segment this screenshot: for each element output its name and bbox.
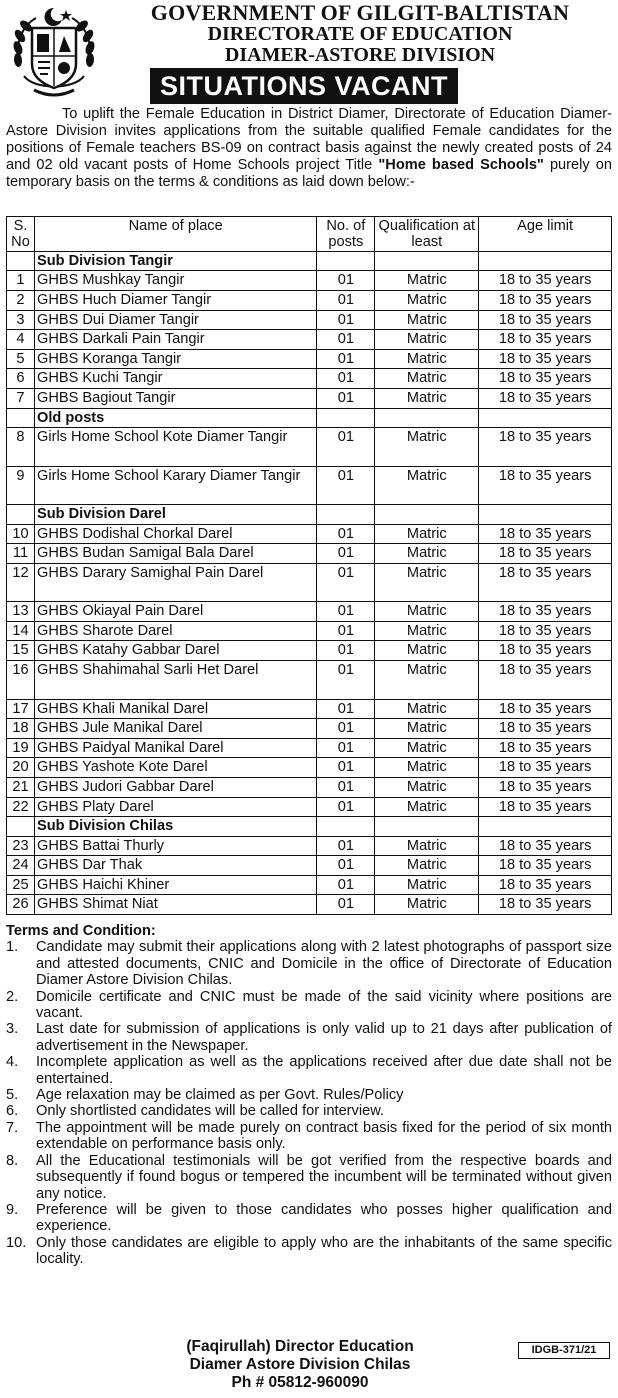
age-limit-cell: 18 to 35 years: [479, 797, 612, 817]
terms-list: [6, 939, 612, 1267]
qualification-cell: Matric: [375, 349, 479, 369]
section-empty-cell: [479, 408, 612, 427]
section-row: [7, 817, 612, 836]
term-item: [6, 1120, 612, 1153]
table-row: [7, 758, 612, 778]
table-row: [7, 797, 612, 817]
sno-cell: 21: [7, 778, 35, 798]
qualification-cell: Matric: [375, 369, 479, 389]
term-number: 2.: [6, 988, 19, 1005]
sno-cell: 22: [7, 797, 35, 817]
qualification-cell: Matric: [375, 602, 479, 622]
place-name-cell: GHBS Darary Samighal Pain Darel: [34, 563, 316, 602]
sno-cell: 2: [7, 290, 35, 310]
table-row: [7, 310, 612, 330]
posts-cell: 01: [317, 330, 375, 350]
section-empty-cell: [375, 252, 479, 271]
qualification-cell: Matric: [375, 563, 479, 602]
office-name: Diamer Astore Division Chilas: [189, 1356, 411, 1373]
age-limit-cell: 18 to 35 years: [479, 466, 612, 505]
section-empty-cell: [317, 817, 375, 836]
age-limit-cell: 18 to 35 years: [479, 641, 612, 661]
section-sno-cell: [7, 505, 35, 524]
place-name-cell: GHBS Shahimahal Sarli Het Darel: [34, 661, 316, 700]
term-item: [6, 989, 612, 1022]
age-limit-cell: 18 to 35 years: [479, 563, 612, 602]
place-name-cell: GHBS Dui Diamer Tangir: [34, 310, 316, 330]
section-row: [7, 505, 612, 524]
table-row: [7, 271, 612, 291]
section-empty-cell: [479, 817, 612, 836]
sno-cell: 9: [7, 466, 35, 505]
posts-cell: 01: [317, 836, 375, 856]
posts-cell: 01: [317, 661, 375, 700]
term-item: [6, 1087, 612, 1103]
qualification-cell: Matric: [375, 466, 479, 505]
sno-cell: 13: [7, 602, 35, 622]
term-item: [6, 1235, 612, 1268]
place-name-cell: GHBS Koranga Tangir: [34, 349, 316, 369]
sno-cell: 1: [7, 271, 35, 291]
place-name-cell: GHBS Jule Manikal Darel: [34, 719, 316, 739]
qualification-cell: Matric: [375, 641, 479, 661]
table-row: [7, 349, 612, 369]
age-limit-cell: 18 to 35 years: [479, 758, 612, 778]
table-row: [7, 738, 612, 758]
qualification-cell: Matric: [375, 661, 479, 700]
table-row: [7, 895, 612, 915]
qualification-cell: Matric: [375, 895, 479, 915]
age-limit-cell: 18 to 35 years: [479, 427, 612, 466]
age-limit-cell: 18 to 35 years: [479, 719, 612, 739]
table-row: [7, 427, 612, 466]
qualification-cell: Matric: [375, 699, 479, 719]
header-posts: No. of posts: [317, 217, 375, 252]
sno-cell: 26: [7, 895, 35, 915]
table-row: [7, 836, 612, 856]
sno-cell: 3: [7, 310, 35, 330]
place-name-cell: GHBS Sharote Darel: [34, 621, 316, 641]
term-text: Preference will be given to those candidates who posses higher qualification and experience.: [36, 1201, 612, 1235]
sno-cell: 6: [7, 369, 35, 389]
age-limit-cell: 18 to 35 years: [479, 369, 612, 389]
signature-block: [120, 1338, 480, 1392]
posts-cell: 01: [317, 466, 375, 505]
qualification-cell: Matric: [375, 290, 479, 310]
posts-cell: 01: [317, 544, 375, 564]
vacancy-table: [6, 216, 612, 915]
place-name-cell: GHBS Dar Thak: [34, 856, 316, 876]
header-sno: S. No: [7, 217, 35, 252]
place-name-cell: GHBS Katahy Gabbar Darel: [34, 641, 316, 661]
term-text: Domicile certificate and CNIC must be made of the said vicinity where positions are vacant.: [36, 988, 612, 1022]
place-name-cell: GHBS Huch Diamer Tangir: [34, 290, 316, 310]
posts-cell: 01: [317, 602, 375, 622]
table-row: [7, 330, 612, 350]
division-title: DIAMER-ASTORE DIVISION: [224, 44, 496, 66]
place-name-cell: GHBS Yashote Kote Darel: [34, 758, 316, 778]
age-limit-cell: 18 to 35 years: [479, 621, 612, 641]
posts-cell: 01: [317, 349, 375, 369]
age-limit-cell: 18 to 35 years: [479, 602, 612, 622]
intro-text-1: To uplift the Female Education in District Diamer, Directorate of Education Diamer-Astore Division invites applications from the suitable qualified Female candidates for the positions of Female teachers BS-09 on contract basis against the newly created posts of 24 and 02 old vacant posts of Home Schools project Title: [6, 106, 612, 173]
place-name-cell: GHBS Platy Darel: [34, 797, 316, 817]
table-row: [7, 563, 612, 602]
age-limit-cell: 18 to 35 years: [479, 778, 612, 798]
sno-cell: 16: [7, 661, 35, 700]
term-item: [6, 1202, 612, 1235]
place-name-cell: GHBS Kuchi Tangir: [34, 369, 316, 389]
posts-cell: 01: [317, 875, 375, 895]
age-limit-cell: 18 to 35 years: [479, 875, 612, 895]
term-item: [6, 1054, 612, 1087]
age-limit-cell: 18 to 35 years: [479, 661, 612, 700]
term-number: 1.: [6, 939, 19, 956]
age-limit-cell: 18 to 35 years: [479, 895, 612, 915]
posts-cell: 01: [317, 563, 375, 602]
sno-cell: 4: [7, 330, 35, 350]
intro-text-2: purely on temporary basis on the terms & conditions as laid down below:-: [6, 157, 613, 190]
qualification-cell: Matric: [375, 778, 479, 798]
posts-cell: 01: [317, 641, 375, 661]
table-row: [7, 661, 612, 700]
age-limit-cell: 18 to 35 years: [479, 836, 612, 856]
qualification-cell: Matric: [375, 427, 479, 466]
place-name-cell: GHBS Shimat Niat: [34, 895, 316, 915]
qualification-cell: Matric: [375, 836, 479, 856]
qualification-cell: Matric: [375, 310, 479, 330]
place-name-cell: GHBS Battai Thurly: [34, 836, 316, 856]
place-name-cell: GHBS Mushkay Tangir: [34, 271, 316, 291]
sno-cell: 24: [7, 856, 35, 876]
place-name-cell: GHBS Dodishal Chorkal Darel: [34, 524, 316, 544]
section-title: Sub Division Chilas: [34, 817, 316, 836]
posts-cell: 01: [317, 524, 375, 544]
posts-cell: 01: [317, 699, 375, 719]
term-text: The appointment will be made purely on contract basis fixed for the period of six month extendable on performance basis only.: [36, 1119, 612, 1153]
section-empty-cell: [375, 505, 479, 524]
qualification-cell: Matric: [375, 330, 479, 350]
place-name-cell: Girls Home School Karary Diamer Tangir: [34, 466, 316, 505]
header-qualification: Qualification at least: [375, 217, 479, 252]
section-empty-cell: [479, 252, 612, 271]
age-limit-cell: 18 to 35 years: [479, 856, 612, 876]
sno-cell: 7: [7, 388, 35, 408]
section-empty-cell: [317, 252, 375, 271]
sno-cell: 5: [7, 349, 35, 369]
term-text: All the Educational testimonials will be got verified from the respective boards and subsequently if found bogus or tempered the incumbent will be terminated without given any notice.: [36, 1152, 612, 1202]
term-number: 4.: [6, 1054, 19, 1071]
term-item: [6, 1153, 612, 1202]
terms-section: [6, 923, 612, 1268]
qualification-cell: Matric: [375, 621, 479, 641]
section-sno-cell: [7, 252, 35, 271]
header-name: Name of place: [34, 217, 316, 252]
age-limit-cell: 18 to 35 years: [479, 738, 612, 758]
age-limit-cell: 18 to 35 years: [479, 699, 612, 719]
section-empty-cell: [375, 408, 479, 427]
director-name: (Faqirullah) Director Education: [186, 1338, 414, 1355]
term-number: 9.: [6, 1201, 19, 1218]
age-limit-cell: 18 to 35 years: [479, 330, 612, 350]
term-number: 6.: [6, 1103, 19, 1120]
term-number: 10.: [6, 1234, 27, 1251]
posts-cell: 01: [317, 290, 375, 310]
header-title-block: [110, 2, 610, 66]
posts-cell: 01: [317, 797, 375, 817]
age-limit-cell: 18 to 35 years: [479, 388, 612, 408]
posts-cell: 01: [317, 895, 375, 915]
table-row: [7, 290, 612, 310]
sno-cell: 19: [7, 738, 35, 758]
place-name-cell: GHBS Budan Samigal Bala Darel: [34, 544, 316, 564]
term-number: 7.: [6, 1119, 19, 1136]
table-row: [7, 524, 612, 544]
section-row: [7, 408, 612, 427]
place-name-cell: GHBS Bagiout Tangir: [34, 388, 316, 408]
header-age: Age limit: [479, 217, 612, 252]
posts-cell: 01: [317, 778, 375, 798]
posts-cell: 01: [317, 856, 375, 876]
table-row: [7, 369, 612, 389]
term-item: [6, 1103, 612, 1119]
table-row: [7, 719, 612, 739]
sno-cell: 25: [7, 875, 35, 895]
section-title: Old posts: [34, 408, 316, 427]
table-header-row: [7, 217, 612, 252]
table-row: [7, 856, 612, 876]
government-emblem-icon: [6, 4, 102, 100]
section-empty-cell: [317, 408, 375, 427]
term-text: Last date for submission of applications is only valid up to 21 days after publication of advertisement in the Newspaper.: [36, 1021, 612, 1054]
age-limit-cell: 18 to 35 years: [479, 271, 612, 291]
sno-cell: 15: [7, 641, 35, 661]
term-text: Incomplete application as well as the applications received after due date shall not be entertained.: [36, 1054, 612, 1087]
place-name-cell: GHBS Khali Manikal Darel: [34, 699, 316, 719]
term-text: Only shortlisted candidates will be called for interview.: [36, 1103, 384, 1120]
section-empty-cell: [317, 505, 375, 524]
table-row: [7, 778, 612, 798]
term-number: 5.: [6, 1087, 19, 1104]
situations-vacant-banner: SITUATIONS VACANT: [150, 68, 458, 104]
qualification-cell: Matric: [375, 856, 479, 876]
table-row: [7, 621, 612, 641]
section-empty-cell: [375, 817, 479, 836]
project-title: "Home based Schools": [378, 157, 544, 173]
sno-cell: 18: [7, 719, 35, 739]
place-name-cell: GHBS Haichi Khiner: [34, 875, 316, 895]
term-item: [6, 939, 612, 988]
section-sno-cell: [7, 408, 35, 427]
qualification-cell: Matric: [375, 524, 479, 544]
posts-cell: 01: [317, 271, 375, 291]
age-limit-cell: 18 to 35 years: [479, 524, 612, 544]
term-number: 3.: [6, 1021, 19, 1038]
age-limit-cell: 18 to 35 years: [479, 310, 612, 330]
posts-cell: 01: [317, 369, 375, 389]
section-title: Sub Division Darel: [34, 505, 316, 524]
table-row: [7, 875, 612, 895]
sno-cell: 17: [7, 699, 35, 719]
government-title: GOVERNMENT OF GILGIT-BALTISTAN: [150, 0, 570, 25]
place-name-cell: GHBS Darkali Pain Tangir: [34, 330, 316, 350]
posts-cell: 01: [317, 310, 375, 330]
qualification-cell: Matric: [375, 388, 479, 408]
posts-cell: 01: [317, 719, 375, 739]
section-row: [7, 252, 612, 271]
age-limit-cell: 18 to 35 years: [479, 544, 612, 564]
term-text: Only those candidates are eligible to apply who are the inhabitants of the same specific locality.: [36, 1234, 612, 1268]
qualification-cell: Matric: [375, 738, 479, 758]
phone-number: Ph # 05812-960090: [231, 1374, 369, 1391]
section-empty-cell: [479, 505, 612, 524]
sno-cell: 8: [7, 427, 35, 466]
term-number: 8.: [6, 1152, 19, 1169]
terms-title: Terms and Condition:: [6, 923, 156, 939]
age-limit-cell: 18 to 35 years: [479, 290, 612, 310]
table-body: [7, 252, 612, 915]
place-name-cell: GHBS Paidyal Manikal Darel: [34, 738, 316, 758]
posts-cell: 01: [317, 621, 375, 641]
qualification-cell: Matric: [375, 875, 479, 895]
directorate-title: DIRECTORATE OF EDUCATION: [207, 23, 513, 45]
intro-paragraph: [6, 106, 612, 191]
header: [0, 0, 618, 110]
term-text: Candidate may submit their applications along with 2 latest photographs of passport size and attested documents, CNIC and Domicile in the office of Directorate of Education Diamer Astore Division Chilas.: [36, 939, 612, 989]
qualification-cell: Matric: [375, 544, 479, 564]
sno-cell: 20: [7, 758, 35, 778]
posts-cell: 01: [317, 388, 375, 408]
qualification-cell: Matric: [375, 271, 479, 291]
table-row: [7, 641, 612, 661]
sno-cell: 12: [7, 563, 35, 602]
section-title: Sub Division Tangir: [34, 252, 316, 271]
table-row: [7, 388, 612, 408]
posts-cell: 01: [317, 738, 375, 758]
section-sno-cell: [7, 817, 35, 836]
posts-cell: 01: [317, 427, 375, 466]
qualification-cell: Matric: [375, 797, 479, 817]
table-row: [7, 544, 612, 564]
footer: [0, 1338, 618, 1398]
posts-cell: 01: [317, 758, 375, 778]
age-limit-cell: 18 to 35 years: [479, 349, 612, 369]
place-name-cell: GHBS Judori Gabbar Darel: [34, 778, 316, 798]
table-row: [7, 466, 612, 505]
place-name-cell: GHBS Okiayal Pain Darel: [34, 602, 316, 622]
term-item: [6, 1021, 612, 1054]
term-text: Age relaxation may be claimed as per Govt. Rules/Policy: [36, 1087, 404, 1104]
qualification-cell: Matric: [375, 758, 479, 778]
sno-cell: 10: [7, 524, 35, 544]
sno-cell: 23: [7, 836, 35, 856]
table-row: [7, 602, 612, 622]
table-row: [7, 699, 612, 719]
sno-cell: 14: [7, 621, 35, 641]
place-name-cell: Girls Home School Kote Diamer Tangir: [34, 427, 316, 466]
sno-cell: 11: [7, 544, 35, 564]
advert-code: IDGB-371/21: [518, 1342, 610, 1359]
qualification-cell: Matric: [375, 719, 479, 739]
